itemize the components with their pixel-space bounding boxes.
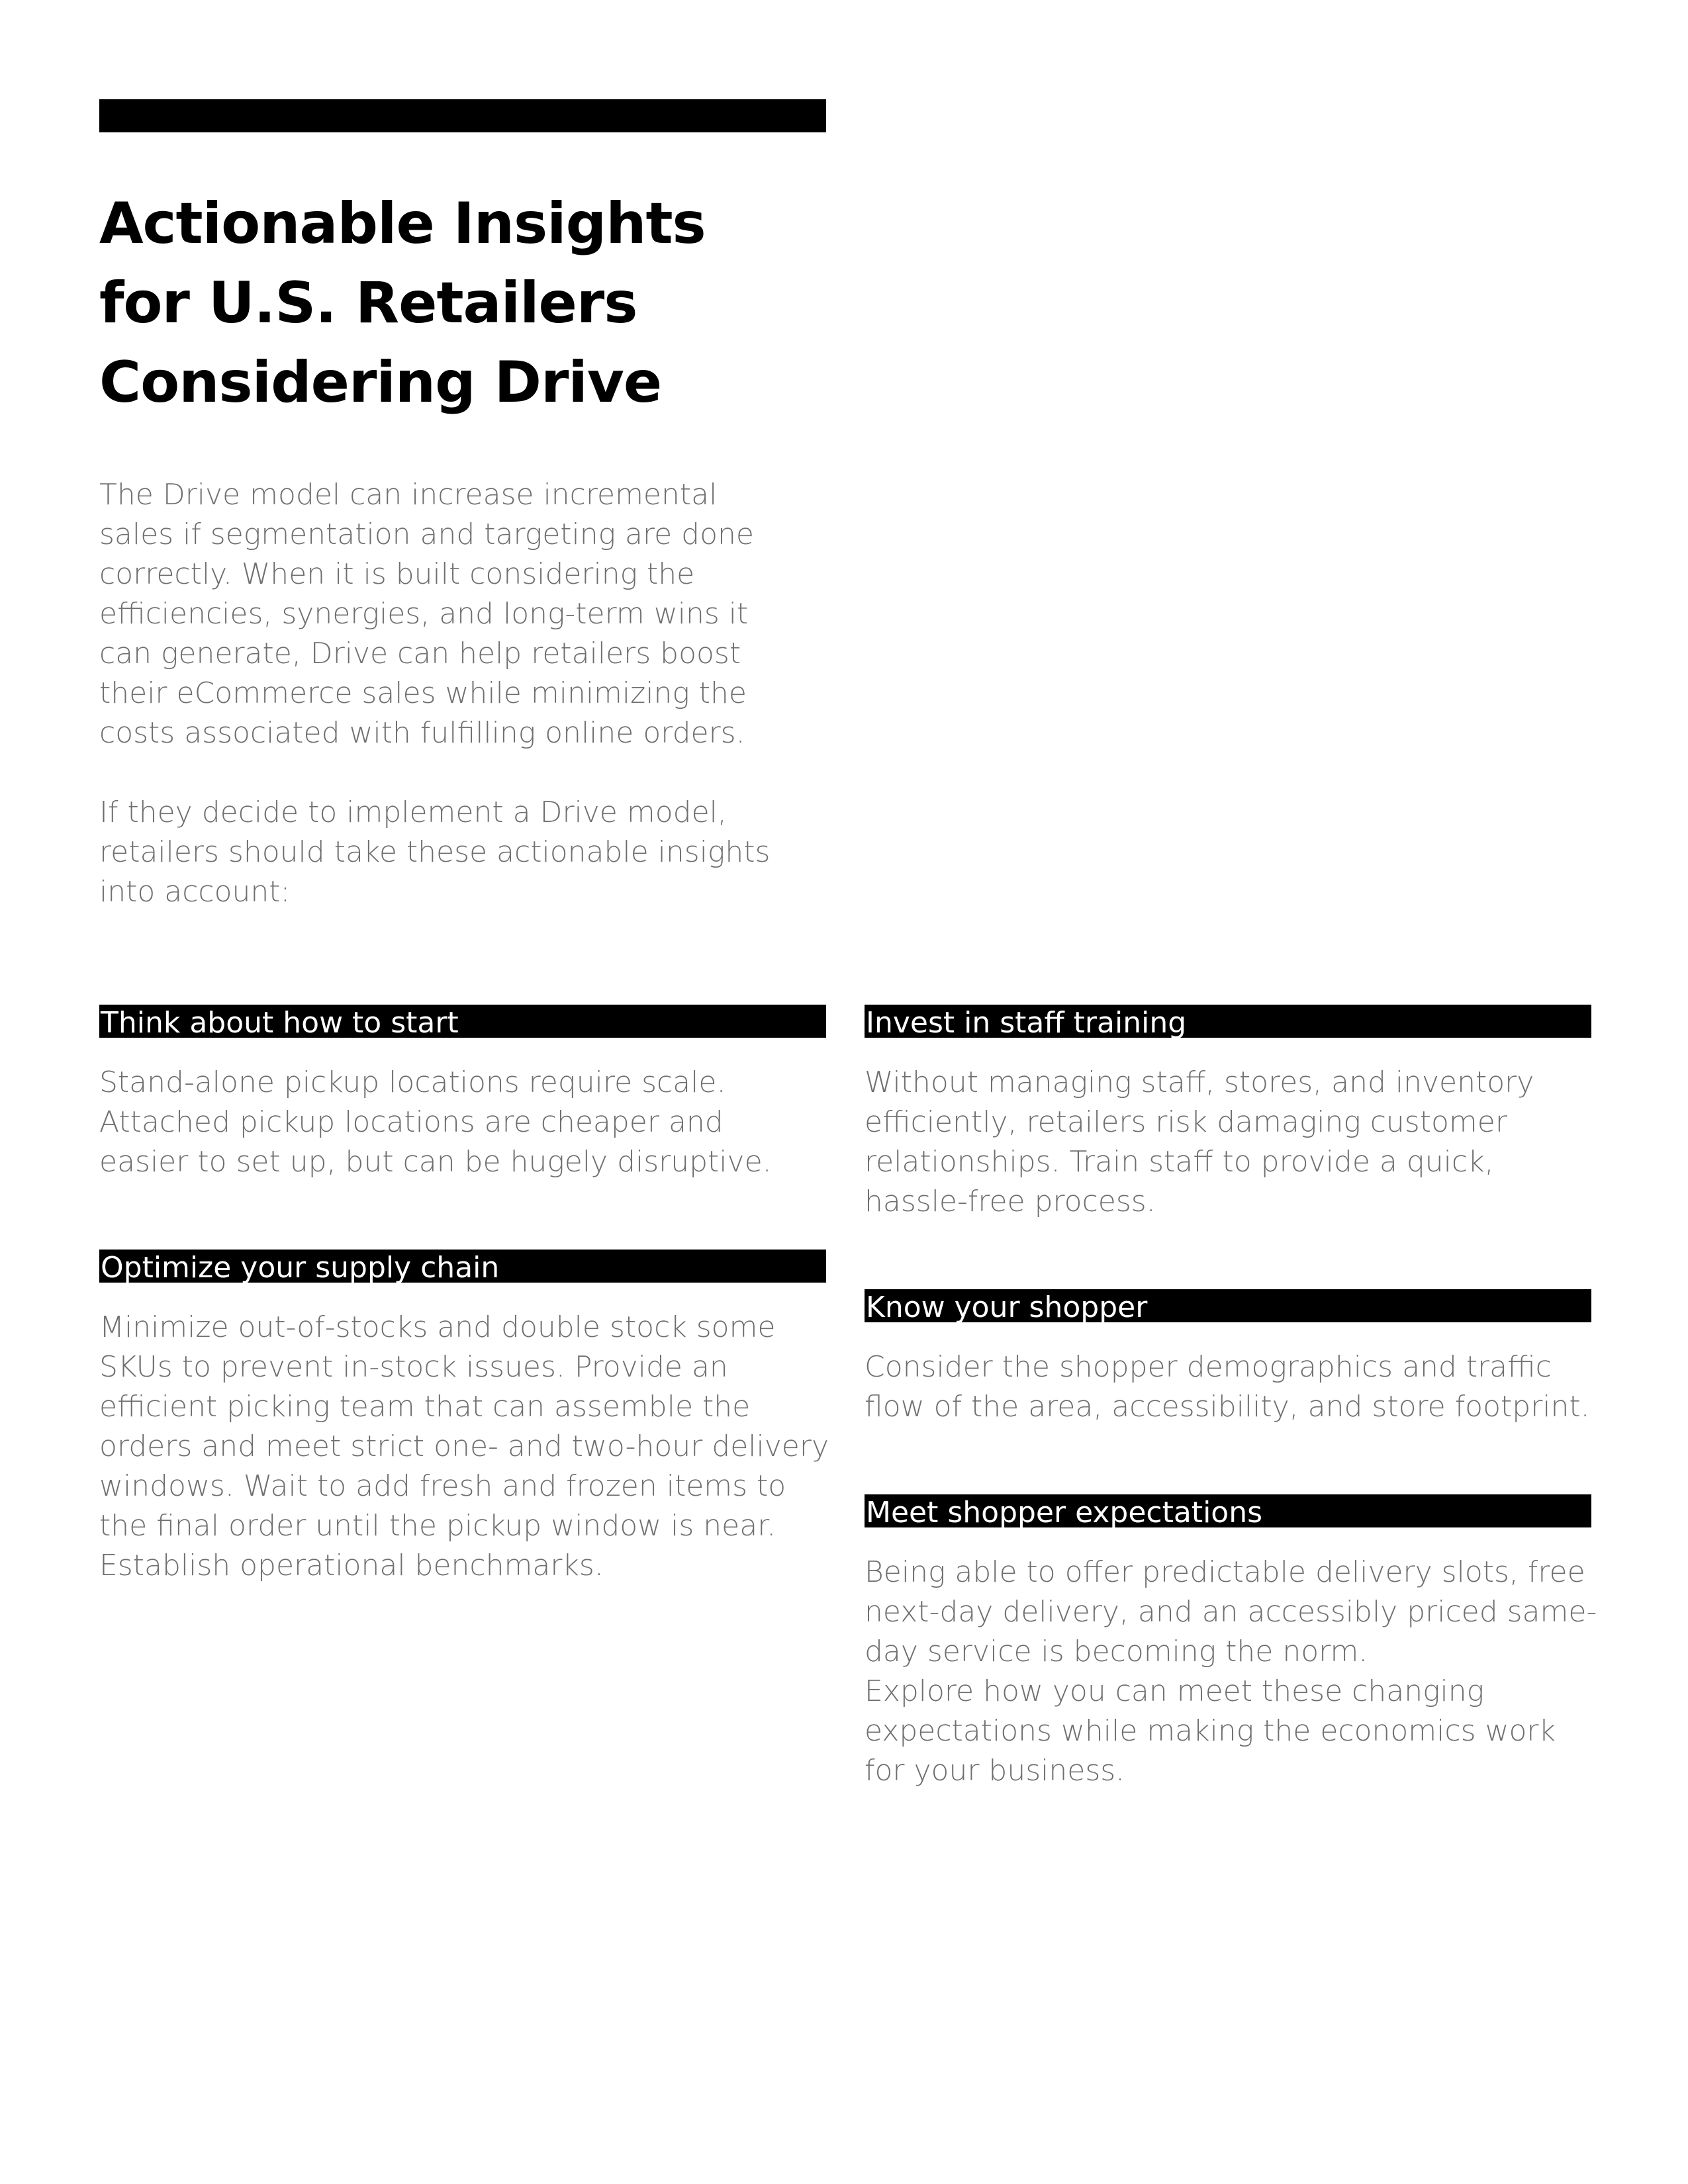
page-title [99, 184, 841, 422]
section-body [99, 1063, 826, 1182]
body-line: Explore how you can meet these changing [865, 1674, 1485, 1708]
body-line: expectations while making the economics work [865, 1714, 1556, 1748]
section-think-about-how-to-start [99, 1005, 826, 1182]
section-optimize-supply-chain [99, 1250, 829, 1586]
intro-paragraph [99, 793, 827, 912]
intro-line: sales if segmentation and targeting are done [99, 518, 754, 551]
top-decorative-bar [99, 99, 826, 132]
section-heading: Meet shopper expectations [865, 1494, 1591, 1527]
intro-line: can generate, Drive can help retailers boost [99, 637, 741, 670]
section-heading: Invest in staff training [865, 1005, 1591, 1038]
intro-line: If they decide to implement a Drive model, [99, 796, 727, 829]
intro-paragraph [99, 475, 827, 753]
title-line: for U.S. Retailers [99, 270, 637, 336]
intro-line: The Drive model can increase incremental [99, 478, 718, 512]
body-line: for your business. [865, 1754, 1125, 1788]
section-heading: Think about how to start [99, 1005, 826, 1038]
section-heading: Optimize your supply chain [99, 1250, 826, 1283]
body-line: easier to set up, but can be hugely disruptive. [99, 1145, 772, 1179]
body-line: efficiently, retailers risk damaging customer [865, 1105, 1507, 1139]
body-line: orders and meet strict one- and two-hour delivery [99, 1430, 829, 1463]
intro-line: retailers should take these actionable insights [99, 835, 771, 869]
body-line: efficient picking team that can assemble the [99, 1390, 751, 1424]
body-line: Minimize out-of-stocks and double stock some [99, 1310, 776, 1344]
body-line: Consider the shopper demographics and traffic [865, 1350, 1552, 1384]
intro-text [99, 475, 827, 912]
body-line: hassle-free process. [865, 1185, 1156, 1218]
body-line: Establish operational benchmarks. [99, 1549, 604, 1582]
section-body [865, 1347, 1591, 1427]
section-meet-shopper-expectations [865, 1494, 1597, 1791]
intro-line: correctly. When it is built considering the [99, 557, 695, 591]
body-line: the final order until the pickup window is near. [99, 1509, 776, 1543]
intro-line: efficiencies, synergies, and long-term wins it [99, 597, 749, 631]
section-heading: Know your shopper [865, 1289, 1591, 1322]
section-invest-in-staff-training [865, 1005, 1591, 1222]
body-line: windows. Wait to add fresh and frozen items to [99, 1469, 786, 1503]
intro-line: their eCommerce sales while minimizing the [99, 676, 747, 710]
section-body [865, 1063, 1591, 1222]
title-line: Considering Drive [99, 349, 662, 416]
body-line: next-day delivery, and an accessibly priced same- [865, 1595, 1597, 1629]
section-know-your-shopper [865, 1289, 1591, 1427]
body-line: Without managing staff, stores, and inventory [865, 1066, 1534, 1099]
body-line: Being able to offer predictable delivery slots, free [865, 1555, 1585, 1589]
intro-line: into account: [99, 875, 291, 909]
intro-line: costs associated with fulfilling online orders. [99, 716, 745, 750]
body-line: Attached pickup locations are cheaper and [99, 1105, 724, 1139]
body-line: Stand-alone pickup locations require scale. [99, 1066, 726, 1099]
body-line: day service is becoming the norm. [865, 1635, 1368, 1668]
body-line: flow of the area, accessibility, and store footprint. [865, 1390, 1590, 1424]
section-body [865, 1553, 1597, 1791]
body-line: SKUs to prevent in-stock issues. Provide an [99, 1350, 728, 1384]
title-line: Actionable Insights [99, 191, 706, 257]
section-body [99, 1308, 829, 1586]
body-line: relationships. Train staff to provide a quick, [865, 1145, 1494, 1179]
